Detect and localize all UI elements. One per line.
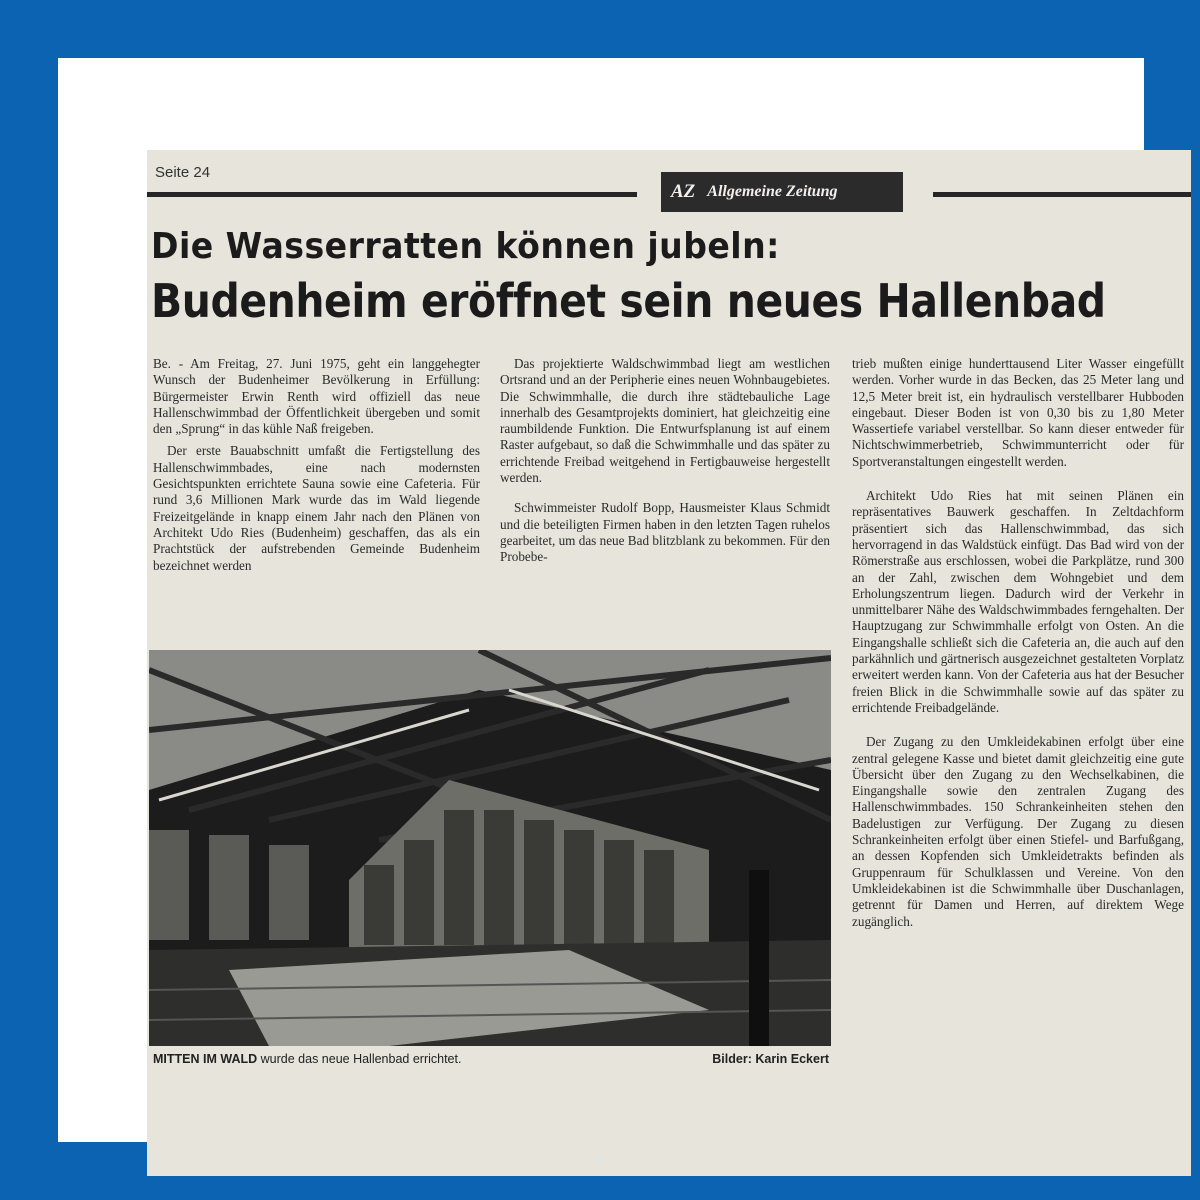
paragraph: Der Zugang zu den Umkleidekabinen erfolgt über eine zentral gelegene Kasse und bietet damit gleichzeitig eine gute Übersicht über den Zugang zu den Wechselkabinen, die Eingangshalle sowie den zentralen Zugang des Hallenschwimmbades. 150 Schrankeinheiten stehen den Badelustigen zur Verfügung. Der Zugang zu diesen Schrankeinheiten erfolgt über einen Stiefel- und Barfußgang, an dessen Kopfenden sich Umkleidetrakts befinden als Gruppenraum für Schulklassen und Vereine. Von den Umkleidekabinen ist die Schwimmhalle über Duschanlagen, getrennt für Damen und Herren, auf direktem Wege zugänglich. <box>852 734 1184 929</box>
article-column-2 <box>500 356 830 572</box>
paragraph: Das projektierte Waldschwimmbad liegt am westlichen Ortsrand und an der Peripherie eines neuen Wohnbaugebietes. Die Schwimmhalle, die durch ihre städtebauliche Lage innerhalb des Gesamtprojekts dominiert, hat gleichzeitig eine raumbildende Funktion. Die Entwurfsplanung ist auf einem Raster aufgebaut, so daß die Schwimmhalle und das später zu errichtende Freibad weitgehend in Fertigbauweise hergestellt werden. <box>500 356 830 486</box>
article-column-1 <box>153 356 480 580</box>
paragraph: Der erste Bauabschnitt umfaßt die Fertigstellung des Hallenschwimmbades, eine nach modernsten Gesichtspunkten errichtete Sauna sowie eine Cafeteria. Für rund 3,6 Millionen Mark wurde das im Wald liegende Freizeitgelände in knapp einem Jahr nach den Plänen von Architekt Udo Ries (Budenheim) geschaffen, das als ein Prachtstück der aufstrebenden Gemeinde Budenheim bezeichnet werden <box>153 443 480 573</box>
article-kicker: Die Wasserratten können jubeln: <box>151 226 780 267</box>
newspaper-clipping <box>147 150 1191 1176</box>
paragraph: Schwimmeister Rudolf Bopp, Hausmeister Klaus Schmidt und die beteiligten Firmen haben in den letzten Tagen ruhelos gearbeitet, um das neue Bad blitzblank zu bekommen. Für den Probebe- <box>500 500 830 565</box>
paragraph: Be. - Am Freitag, 27. Juni 1975, geht ein langgehegter Wunsch der Budenheimer Bevölkerung in Erfüllung: Bürgermeister Erwin Renth wird offiziell das neue Hallenschwimmbad der Öffentlichkeit übergeben und somit den „Sprung“ in das kühle Naß freigeben. <box>153 356 480 437</box>
page-number: 7 <box>596 1154 604 1169</box>
masthead <box>661 172 903 212</box>
masthead-name: Allgemeine Zeitung <box>707 183 838 200</box>
photo-caption <box>153 1052 829 1066</box>
page-frame <box>58 58 1184 1142</box>
paragraph: trieb mußten einige hunderttausend Liter Wasser eingefüllt werden. Vorher wurde in das Becken, das 25 Meter lang und 12,5 Meter breit ist, ein hydraulisch verstellbarer Hubboden eingebaut. Dieser Boden ist von 0,30 bis zu 1,80 Meter Wassertiefe variabel verstellbar. So kann dieser entweder für Nichtschwimmerbetrieb, Schwimmunterricht oder für Sportveranstaltungen eingestellt werden. <box>852 356 1184 469</box>
header-rule-right <box>933 192 1191 197</box>
caption-bold: MITTEN IM WALD <box>153 1052 258 1066</box>
page-label: Seite 24 <box>155 164 211 181</box>
header-rule-left <box>147 192 637 197</box>
caption-text <box>153 1052 461 1066</box>
paragraph: Architekt Udo Ries hat mit seinen Plänen ein repräsentatives Bauwerk geschaffen. In Zeltdachform präsentiert sich das Hallenschwimmbad, das sich hervorragend in das Waldstück einfügt. Das Bad wird von der Römerstraße aus erschlossen, wobei die Parkplätze, rund 300 an der Zahl, zwischen dem Wohngebiet und dem Erholungszentrum liegen. Dadurch wird der Verkehr in unmittelbarer Nähe des Waldschwimmbades ferngehalten. Der Hauptzugang zur Schwimmhalle erfolgt von Osten. An die Eingangshalle schließt sich die Cafeteria an, die auch auf den parkähnlich und gärtnerisch ausgezeichnet gestalteten Vorplatz erweitert werden kann. Von der Cafeteria aus hat der Besucher freien Blick in die Schwimmhalle sowie auf das später zu errichtende Freibadgelände. <box>852 488 1184 715</box>
caption-rest: wurde das neue Hallenbad errichtet. <box>260 1052 462 1066</box>
article-headline: Budenheim eröffnet sein neues Hallenbad <box>151 274 1106 328</box>
masthead-logo: AZ <box>671 181 696 202</box>
photo-credit: Bilder: Karin Eckert <box>712 1052 829 1066</box>
pool-hall-photo <box>149 650 831 1046</box>
article-column-3 <box>852 356 1184 936</box>
